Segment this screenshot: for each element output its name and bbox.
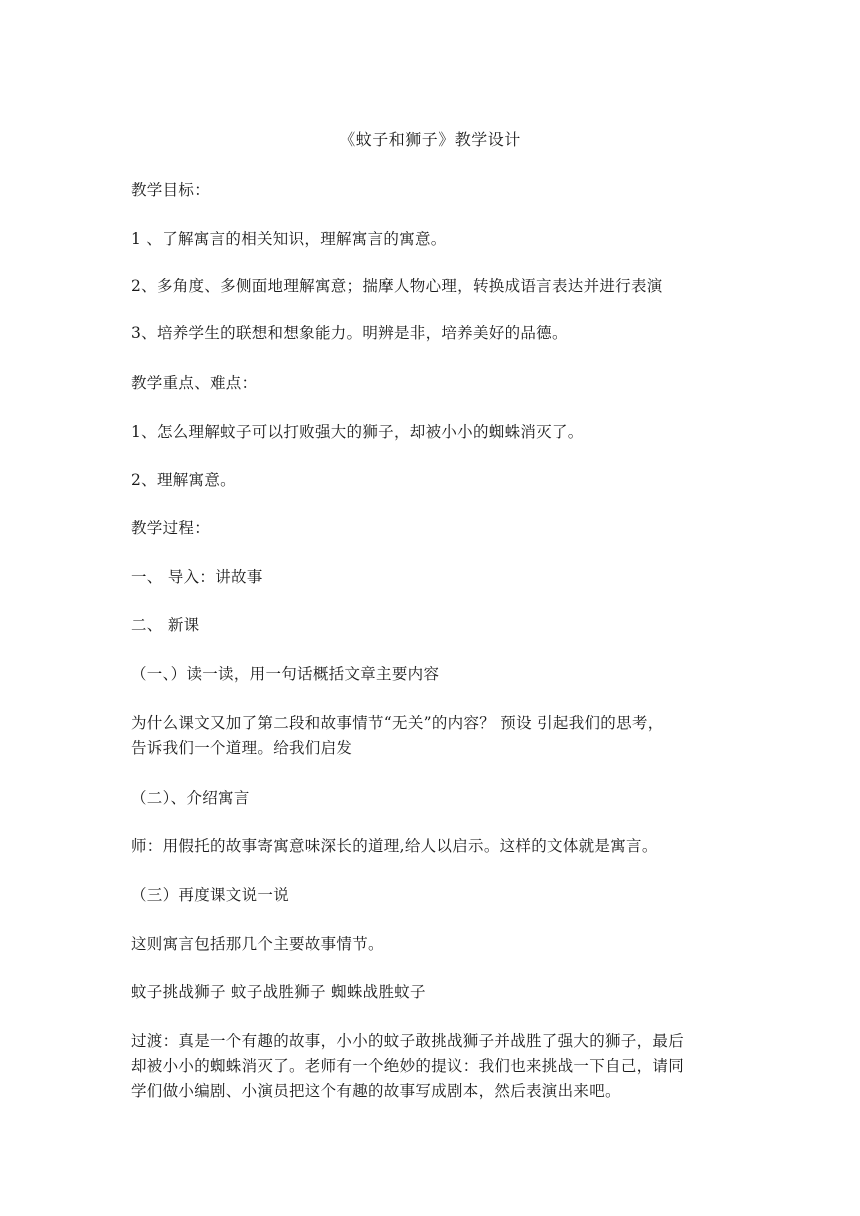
- subsection-heading: （三）再度课文说一说: [131, 886, 290, 904]
- key-points-heading: 教学重点、难点：: [131, 374, 258, 392]
- paragraph-line: 为什么课文又加了第二段和故事情节“无关”的内容？ 预设 引起我们的思考，: [131, 714, 664, 732]
- objective-item: 1 、了解寓言的相关知识，理解寓言的寓意。: [131, 230, 447, 248]
- paragraph-line: 这则寓言包括那几个主要故事情节。: [131, 935, 384, 953]
- step-heading: 一、 导入：讲故事: [131, 568, 263, 586]
- objectives-heading: 教学目标：: [131, 181, 211, 199]
- paragraph-line: 学们做小编剧、小演员把这个有趣的故事写成剧本，然后表演出来吧。: [131, 1082, 621, 1100]
- step-heading: 二、 新课: [131, 616, 200, 634]
- paragraph-line: 告诉我们一个道理。给我们启发: [131, 739, 353, 757]
- key-point-item: 2、理解寓意。: [131, 471, 236, 489]
- paragraph-line: 师：用假托的故事寄寓意味深长的道理,给人以启示。这样的文体就是寓言。: [131, 837, 658, 855]
- paragraph-line: 却被小小的蜘蛛消灭了。老师有一个绝妙的提议：我们也来挑战一下自己，请同: [131, 1057, 685, 1075]
- objective-item: 2、多角度、多侧面地理解寓意；揣摩人物心理，转换成语言表达并进行表演: [131, 277, 663, 295]
- key-point-item: 1、怎么理解蚊子可以打败强大的狮子，却被小小的蜘蛛消灭了。: [131, 423, 584, 441]
- paragraph-line: 蚊子挑战狮子 蚊子战胜狮子 蜘蛛战胜蚊子: [131, 983, 426, 1001]
- document-title: 《蚊子和狮子》教学设计: [339, 130, 521, 149]
- process-heading: 教学过程：: [131, 519, 211, 537]
- objective-item: 3、培养学生的联想和想象能力。明辨是非，培养美好的品德。: [131, 324, 568, 342]
- subsection-heading: （二）、介绍寓言: [131, 789, 250, 807]
- subsection-heading: （一、）读一读，用一句话概括文章主要内容: [131, 665, 440, 683]
- paragraph-line: 过渡：真是一个有趣的故事，小小的蚊子敢挑战狮子并战胜了强大的狮子，最后: [131, 1032, 685, 1050]
